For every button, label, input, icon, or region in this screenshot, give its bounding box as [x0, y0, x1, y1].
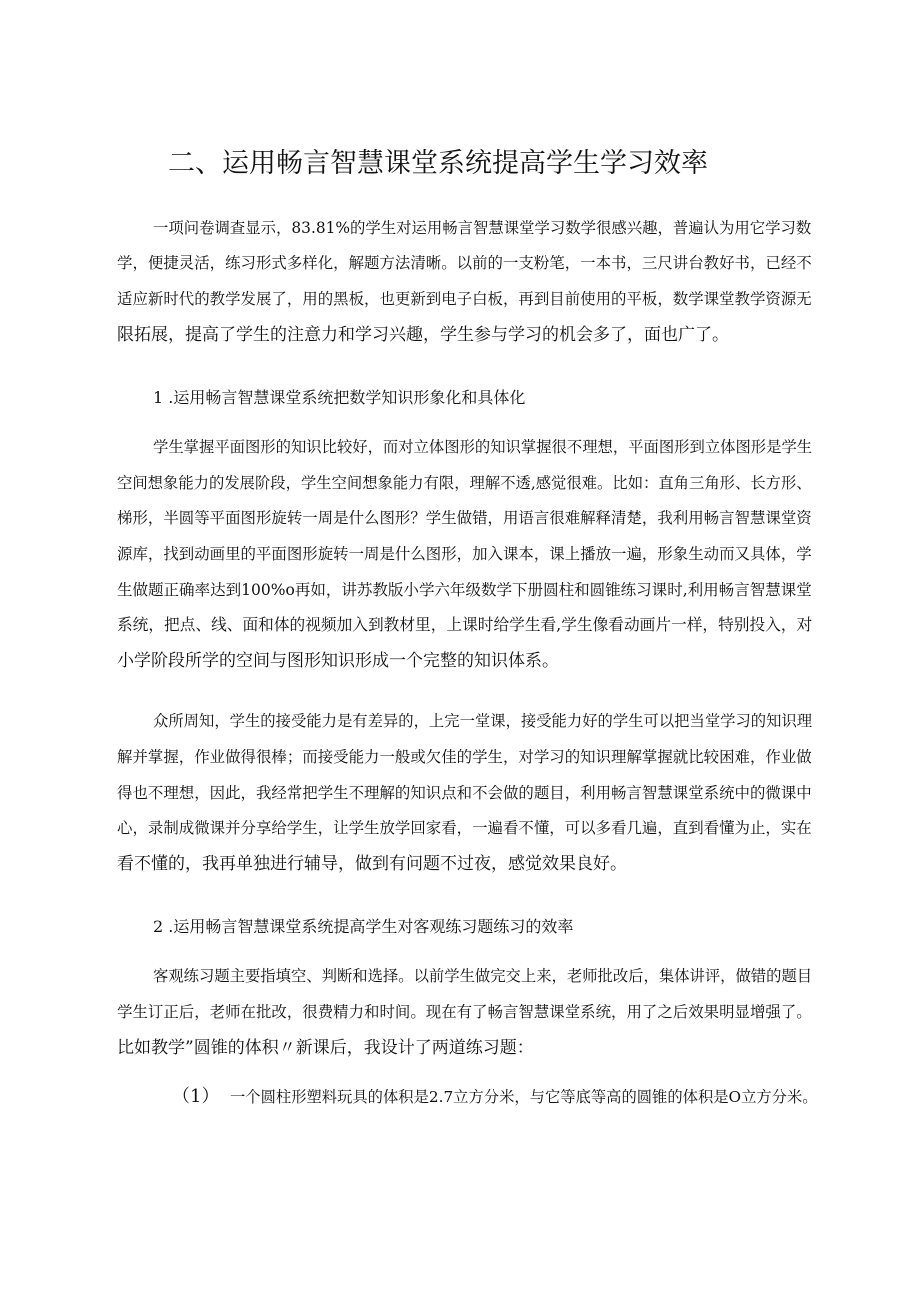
paragraph-line: 源库，找到动画里的平面图形旋转一周是什么图形，加入课本，课上播放一遍，形象生动而又具体，学	[117, 545, 812, 563]
section-title: 二、运用畅言智慧课堂系统提高学生学习效率	[168, 148, 708, 179]
paragraph-line: 客观练习题主要指填空、判断和选择。以前学生做完交上来，老师批改后，集体讲评，做错的题目	[153, 967, 813, 985]
exercise-number: （1）	[172, 1086, 220, 1107]
paragraph-line: 小学阶段所学的空间与图形知识形成一个完整的知识体系。	[117, 651, 559, 671]
subheading-2: 2 .运用畅言智慧课堂系统提高学生对客观练习题练习的效率	[153, 917, 574, 936]
exercise-text: 一个圆柱形塑料玩具的体积是2.7立方分米，与它等底等高的圆锥的体积是O立方分米。	[230, 1088, 818, 1106]
paragraph-line: 心，录制成微课并分享给学生，让学生放学回家看，一遍看不懂，可以多看几遍，直到看懂为止，实在	[117, 819, 812, 837]
paragraph-line: 得也不理想，因此，我经常把学生不理解的知识点和不会做的题目，利用畅言智慧课堂系统中的微课中	[117, 784, 812, 802]
paragraph-line: 看不懂的，我再单独进行辅导，做到有问题不过夜，感觉效果良好。	[117, 854, 627, 874]
subheading-1: 1 .运用畅言智慧课堂系统把数学知识形象化和具体化	[153, 388, 526, 407]
paragraph-line: 适应新时代的教学发展了，用的黑板，也更新到电子白板，再到目前使用的平板，数学课堂教学资源无	[117, 290, 812, 308]
paragraph-line: 一项问卷调查显示，83.81%的学生对运用畅言智慧课堂学习数学很感兴趣，普遍认为用它学习数	[153, 219, 812, 237]
paragraph-line: 梯形，半圆等平面图形旋转一周是什么图形？学生做错，用语言很难解释清楚，我利用畅言智慧课堂资	[117, 509, 812, 527]
paragraph-line: 学，便捷灵活，练习形式多样化，解题方法清晰。以前的一支粉笔，一本书，三尺讲台教好书，已经不	[117, 254, 812, 272]
paragraph-line: 系统，把点、线、面和体的视频加入到教材里，上课时给学生看,学生像看动画片一样，特别投入，对	[117, 615, 813, 634]
paragraph-line: 众所周知，学生的接受能力是有差异的，上完一堂课，接受能力好的学生可以把当堂学习的知识理	[153, 712, 813, 730]
paragraph-line: 学生掌握平面图形的知识比较好，而对立体图形的知识掌握很不理想，平面图形到立体图形是学生	[153, 438, 813, 456]
paragraph-line: 限拓展，提高了学生的注意力和学习兴趣，学生参与学习的机会多了，面也广了。	[117, 325, 729, 345]
paragraph-line: 比如教学”圆锥的体积〃新课后，我设计了两道练习题：	[117, 1038, 534, 1058]
paragraph-line: 学生订正后，老师在批改，很费精力和时间。现在有了畅言智慧课堂系统，用了之后效果明显增强了。	[117, 1003, 812, 1021]
paragraph-line: 空间想象能力的发展阶段，学生空间想象能力有限，理解不透,感觉很难。比如：直角三角形、长方形、	[117, 474, 812, 492]
exercise-item-1	[172, 1084, 818, 1110]
paragraph-line: 解并掌握，作业做得很棒；而接受能力一般或欠佳的学生，对学习的知识理解掌握就比较困难，作业做	[117, 748, 812, 766]
paragraph-line: 生做题正确率达到100%o再如，讲苏教版小学六年级数学下册圆柱和圆锥练习课时,利用畅言智慧课堂	[117, 581, 812, 599]
